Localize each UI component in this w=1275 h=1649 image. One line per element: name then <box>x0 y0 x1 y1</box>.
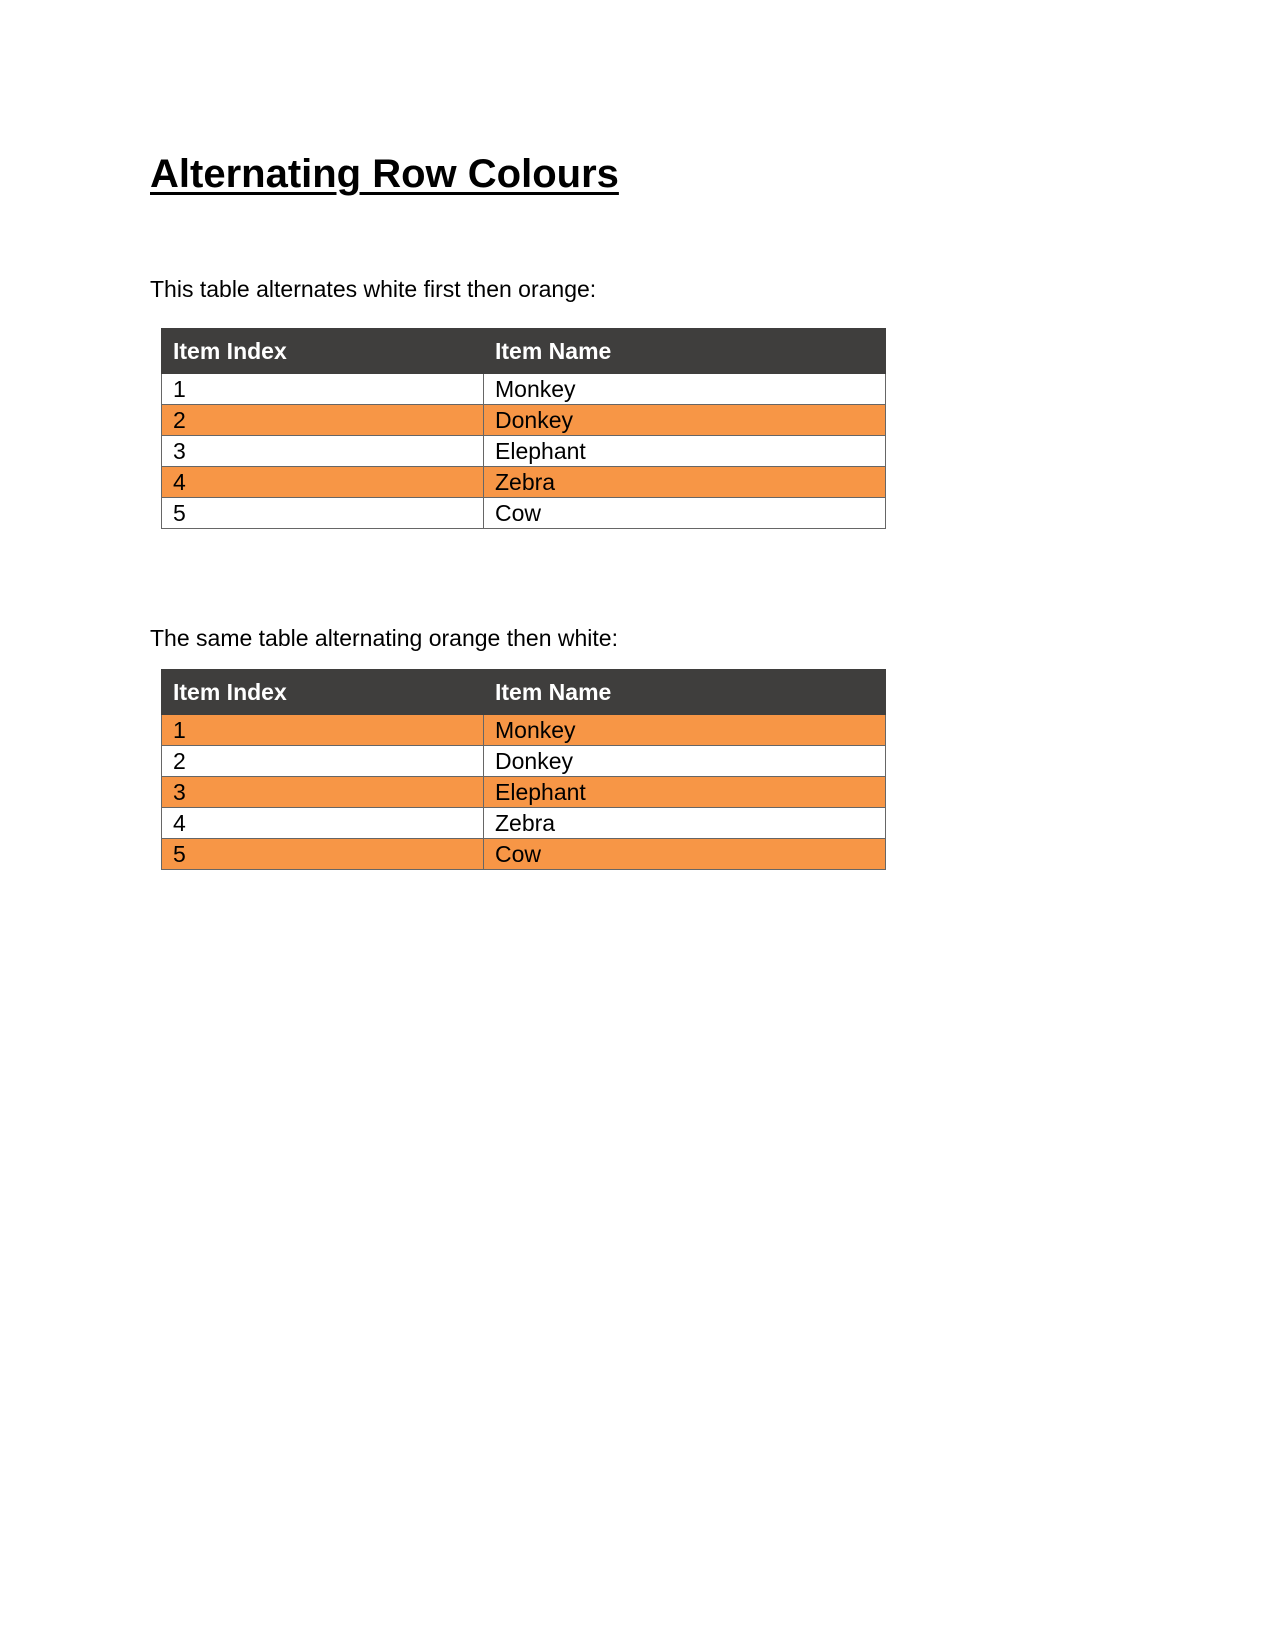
cell-item-index: 1 <box>162 374 484 405</box>
cell-item-index: 2 <box>162 405 484 436</box>
table-row <box>162 405 886 436</box>
cell-item-name: Zebra <box>484 467 886 498</box>
column-header-item-name: Item Name <box>484 670 886 715</box>
cell-item-name: Cow <box>484 839 886 870</box>
cell-item-index: 4 <box>162 467 484 498</box>
cell-item-name: Monkey <box>484 715 886 746</box>
page-title: Alternating Row Colours <box>150 152 619 196</box>
table-row <box>162 374 886 405</box>
cell-item-name: Donkey <box>484 405 886 436</box>
table-1-caption: This table alternates white first then orange: <box>150 276 597 302</box>
table-row <box>162 808 886 839</box>
cell-item-index: 2 <box>162 746 484 777</box>
cell-item-name: Zebra <box>484 808 886 839</box>
table-row <box>162 436 886 467</box>
cell-item-index: 3 <box>162 436 484 467</box>
table-row <box>162 715 886 746</box>
cell-item-name: Elephant <box>484 777 886 808</box>
cell-item-name: Cow <box>484 498 886 529</box>
cell-item-name: Elephant <box>484 436 886 467</box>
table-2-caption: The same table alternating orange then white: <box>150 625 618 651</box>
column-header-item-index: Item Index <box>162 670 484 715</box>
cell-item-index: 4 <box>162 808 484 839</box>
cell-item-index: 5 <box>162 498 484 529</box>
cell-item-index: 1 <box>162 715 484 746</box>
table-row <box>162 498 886 529</box>
cell-item-name: Donkey <box>484 746 886 777</box>
table-header-row <box>162 329 886 374</box>
cell-item-index: 3 <box>162 777 484 808</box>
column-header-item-name: Item Name <box>484 329 886 374</box>
table-row <box>162 777 886 808</box>
cell-item-name: Monkey <box>484 374 886 405</box>
column-header-item-index: Item Index <box>162 329 484 374</box>
cell-item-index: 5 <box>162 839 484 870</box>
table-white-first <box>161 328 886 529</box>
table-orange-first <box>161 669 886 870</box>
table-header-row <box>162 670 886 715</box>
table-row <box>162 839 886 870</box>
table-row <box>162 467 886 498</box>
table-row <box>162 746 886 777</box>
